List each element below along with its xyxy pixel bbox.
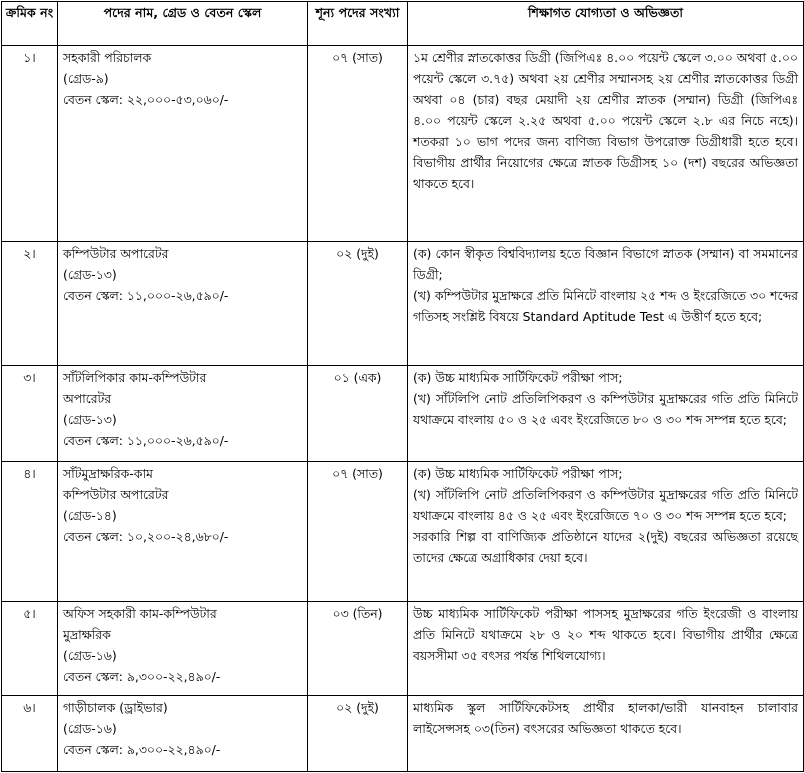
- row-post: [58, 696, 308, 772]
- row-serial: ৫।: [2, 602, 58, 696]
- table-row: [2, 366, 804, 462]
- post-line: মুদ্রাক্ষরিক: [63, 627, 111, 642]
- row-serial: ২।: [2, 242, 58, 366]
- row-post: [58, 242, 308, 366]
- post-line: (গ্রেড-৯): [63, 71, 109, 86]
- table-row: [2, 696, 804, 772]
- table-header-row: [2, 2, 804, 46]
- post-line: গাড়ীচালক (ড্রাইভার): [63, 700, 168, 715]
- row-qualification: [408, 462, 804, 602]
- row-post: [58, 366, 308, 462]
- row-vacancy: ০২ (দুই): [308, 696, 408, 772]
- post-line: সহকারী পরিচালক: [63, 50, 152, 65]
- post-line: অপারেটর: [63, 391, 112, 406]
- row-post: [58, 462, 308, 602]
- post-line: (গ্রেড-১৬): [63, 648, 117, 663]
- job-vacancy-table: [1, 1, 804, 772]
- post-line: বেতন স্কেল: ২২,০০০-৫৩,০৬০/-: [63, 92, 229, 107]
- post-line: বেতন স্কেল: ৯,৩০০-২২,৪৯০/-: [63, 669, 221, 684]
- row-serial: ৬।: [2, 696, 58, 772]
- post-line: বেতন স্কেল: ১১,০০০-২৬,৫৯০/-: [63, 288, 229, 303]
- row-vacancy: ০৩ (তিন): [308, 602, 408, 696]
- qualification-paragraph: উচ্চ মাধ্যমিক সার্টিফিকেট পরীক্ষা পাসসহ মুদ্রাক্ষরের গতি ইংরেজী ও বাংলায় প্রতি মিনিটে যথাক্রমে ২৮ ও ২০ শব্দ থাকতে হবে। বিভাগীয় প্রার্থীর ক্ষেত্রে বয়সসীমা ৩৫ বৎসর পর্যন্ত শিথিলযোগ্য।: [413, 606, 798, 663]
- row-vacancy: ০৭ (সাত): [308, 46, 408, 242]
- post-line: (গ্রেড-১৩): [63, 267, 117, 282]
- qualification-paragraph: মাধ্যমিক স্কুল সার্টিফিকেটসহ প্রার্থীর হালকা/ভারী যানবাহন চালাবার লাইসেন্সসহ ০৩(তিন) বৎসরের অভিজ্ঞতা থাকতে হবে।: [413, 700, 798, 736]
- table-row: [2, 462, 804, 602]
- row-vacancy: ০২ (দুই): [308, 242, 408, 366]
- post-line: (গ্রেড-১৬): [63, 721, 117, 736]
- post-line: (গ্রেড-১৪): [63, 508, 117, 523]
- qualification-paragraph: সরকারি শিল্প বা বাণিজ্যিক প্রতিষ্ঠানে যাদের ২(দুই) বছরের অভিজ্ঞতা রয়েছে তাদের ক্ষেত্রে অগ্রাধিকার দেয়া হবে।: [413, 529, 798, 565]
- table-row: [2, 602, 804, 696]
- row-qualification: [408, 242, 804, 366]
- row-serial: ৩।: [2, 366, 58, 462]
- row-qualification: [408, 602, 804, 696]
- row-qualification: [408, 366, 804, 462]
- qualification-paragraph: (ক) উচ্চ মাধ্যমিক সার্টিফিকেট পরীক্ষা পাস;: [413, 466, 623, 481]
- table-row: [2, 242, 804, 366]
- qualification-paragraph: (ক) কোন স্বীকৃত বিশ্ববিদ্যালয় হতে বিজ্ঞান বিভাগে স্নাতক (সম্মান) বা সমমানের ডিগ্রী;: [413, 246, 798, 282]
- row-qualification: [408, 46, 804, 242]
- post-line: বেতন স্কেল: ৯,৩০০-২২,৪৯০/-: [63, 742, 221, 757]
- row-serial: ১।: [2, 46, 58, 242]
- post-line: সাঁটমুদ্রাক্ষরিক-কাম: [63, 466, 153, 481]
- post-line: বেতন স্কেল: ১১,০০০-২৬,৫৯০/-: [63, 433, 229, 448]
- qualification-paragraph: ১ম শ্রেণীর স্নাতকোত্তর ডিগ্রী (জিপিএঃ ৪.০০ পয়েন্ট স্কেলে ৩.০০ অথবা ৫.০০ পয়েন্ট স্কেলে ৩.৭৫) অথবা ২য় শ্রেণীর সম্মানসহ ২য় শ্রেণীর স্নাতকোত্তর ডিগ্রী অথবা ০৪ (চার) বছর মেয়াদী ২য় শ্রেণীর স্নাতক (সম্মান) ডিগ্রী (জিপিএঃ ৪.০০ পয়েন্ট স্কেলে ২.২৫ অথবা ৫.০০ পয়েন্ট স্কেলে ২.৮ এর নিচে নহে)। শতকরা ১০ ভাগ পদের জন্য বাণিজ্য বিভাগ উপরোক্ত ডিগ্রীধারী হতে হবে। বিভাগীয় প্রার্থীর নিয়োগের ক্ষেত্রে স্নাতক ডিগ্রীসহ ১০ (দশ) বছরের অভিজ্ঞতা থাকতে হবে।: [413, 50, 798, 191]
- table-row: [2, 46, 804, 242]
- row-qualification: [408, 696, 804, 772]
- post-line: কম্পিউটার অপারেটর: [63, 246, 169, 261]
- table-body: [2, 46, 804, 772]
- post-line: (গ্রেড-১৩): [63, 412, 117, 427]
- qualification-paragraph: (খ) কম্পিউটার মুদ্রাক্ষরে প্রতি মিনিটে বাংলায় ২৫ শব্দ ও ইংরেজিতে ৩০ শব্দের গতিসহ সংশ্লিষ্ট বিষয়ে Standard Aptitude Test এ উত্তীর্ণ হতে হবে;: [413, 288, 798, 324]
- row-serial: ৪।: [2, 462, 58, 602]
- row-post: [58, 602, 308, 696]
- row-post: [58, 46, 308, 242]
- qualification-paragraph: (খ) সাঁটলিপি নোট প্রতিলিপিকরণ ও কম্পিউটার মুদ্রাক্ষরের গতি প্রতি মিনিটে যথাক্রমে বাংলায় ৫০ ও ২৫ এবং ইংরেজিতে ৮০ ও ৩০ শব্দ সম্পন্ন হতে হবে;: [413, 391, 798, 427]
- post-line: কম্পিউটার অপারেটর: [63, 487, 169, 502]
- qualification-paragraph: (ক) উচ্চ মাধ্যমিক সার্টিফিকেট পরীক্ষা পাস;: [413, 370, 623, 385]
- post-line: সাঁটলিপিকার কাম-কম্পিউটার: [63, 370, 207, 385]
- qualification-paragraph: (খ) সাঁটলিপি নোট প্রতিলিপিকরণ ও কম্পিউটার মুদ্রাক্ষরের গতি প্রতি মিনিটে যথাক্রমে বাংলায় ৪৫ ও ২৫ এবং ইংরেজিতে ৭০ ও ৩০ শব্দ সম্পন্ন হতে হবে;: [413, 487, 798, 523]
- post-line: অফিস সহকারী কাম-কম্পিউটার: [63, 606, 217, 621]
- header-qualification: শিক্ষাগত যোগ্যতা ও অভিজ্ঞতা: [408, 2, 804, 46]
- row-vacancy: ০৭ (সাত): [308, 462, 408, 602]
- row-vacancy: ০১ (এক): [308, 366, 408, 462]
- header-vacancy: শূন্য পদের সংখ্যা: [308, 2, 408, 46]
- header-serial: ক্রমিক নং: [2, 2, 58, 46]
- post-line: বেতন স্কেল: ১০,২০০-২৪,৬৮০/-: [63, 529, 229, 544]
- header-post: পদের নাম, গ্রেড ও বেতন স্কেল: [58, 2, 308, 46]
